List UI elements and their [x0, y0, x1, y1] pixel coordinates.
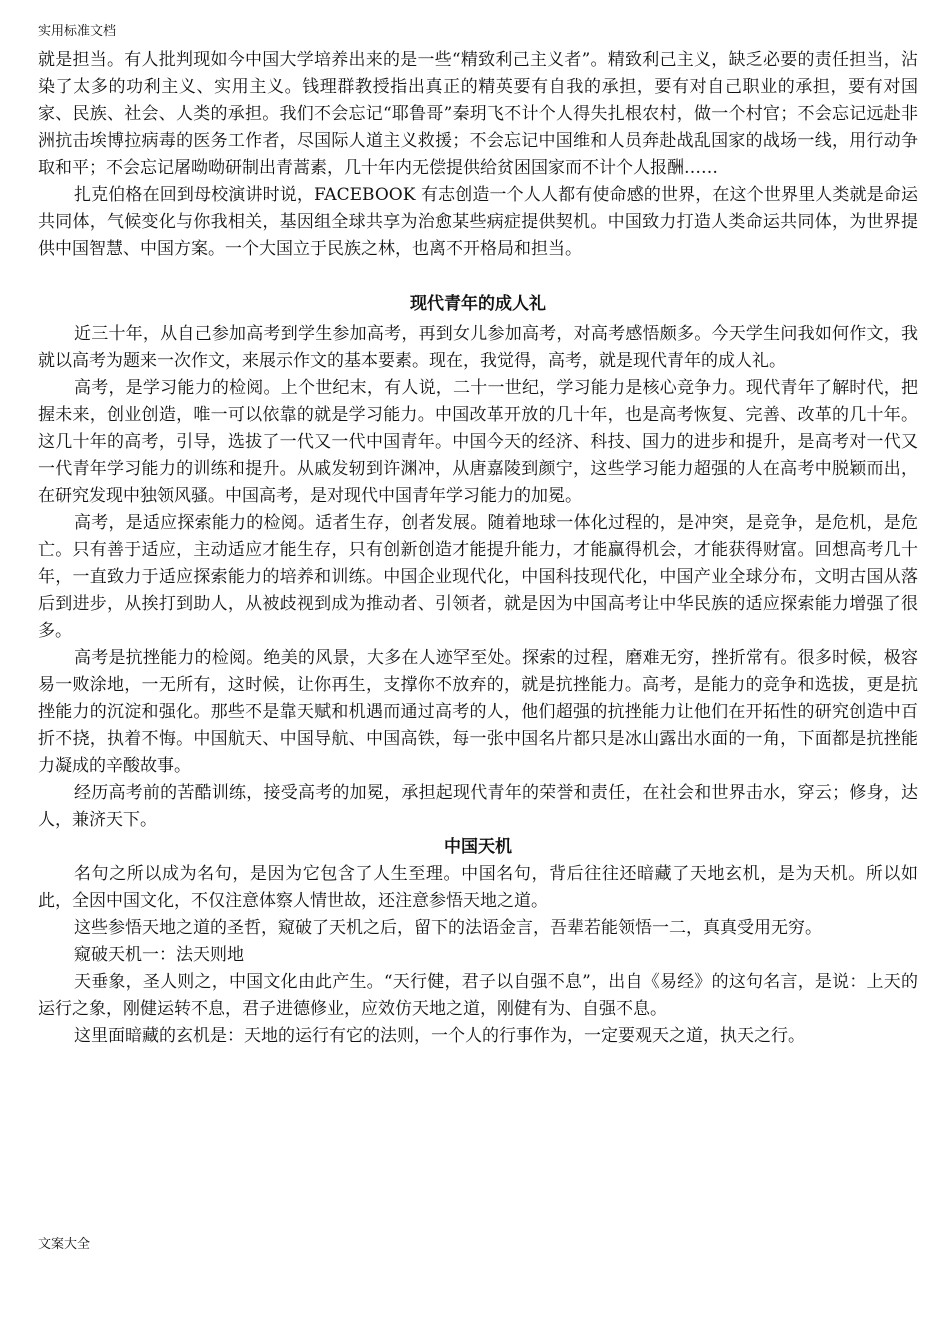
- paragraph: 窥破天机一：法天则地: [74, 945, 244, 965]
- section-title: 现代青年的成人礼: [410, 294, 546, 314]
- paragraph: 这些参悟天地之道的圣哲，窥破了天机之后，留下的法语金言，吾辈若能领悟一二，真真受用无穷。: [74, 918, 822, 938]
- paragraph: 天垂象，圣人则之，中国文化由此产生。“天行健，君子以自强不息”，出自《易经》的这句名言，是说：上天的运行之象，刚健运转不息，君子进德修业，应效仿天地之道，刚健有为、自强不息。: [38, 972, 918, 1019]
- paragraph: 名句之所以成为名句，是因为它包含了人生至理。中国名句，背后往往还暗藏了天地玄机，是为天机。所以如此，全因中国文化，不仅注意体察人情世故，还注意参悟天地之道。: [38, 864, 918, 911]
- paragraph: 高考，是学习能力的检阅。上个世纪末，有人说，二十一世纪，学习能力是核心竞争力。现代青年了解时代，把握未来，创业创造，唯一可以依靠的就是学习能力。中国改革开放的几十年，也是高考恢复、完善、改革的几十年。这几十年的高考，引导，选拔了一代又一代中国青年。中国今天的经济、科技、国力的进步和提升，是高考对一代又一代青年学习能力的训练和提升。从戚发轫到许渊冲，从唐嘉陵到颜宁，这些学习能力超强的人在高考中脱颖而出，在研究发现中独领风骚。中国高考，是对现代中国青年学习能力的加冕。: [38, 378, 918, 506]
- page-header: 实用标准文档: [38, 24, 117, 39]
- paragraph: 高考是抗挫能力的检阅。绝美的风景，大多在人迹罕至处。探索的过程，磨难无穷，挫折常有。很多时候，极容易一败涂地，一无所有，这时候，让你再生，支撑你不放弃的，就是抗挫能力。高考，是能力的竞争和选拔，更是抗挫能力的沉淀和强化。那些不是靠天赋和机遇而通过高考的人，他们超强的抗挫能力让他们在开拓性的研究创造中百折不挠，执着不悔。中国航天、中国导航、中国高铁，每一张中国名片都只是冰山露出水面的一角，下面都是抗挫能力凝成的辛酸故事。: [38, 648, 918, 776]
- paragraph: 扎克伯格在回到母校演讲时说，FACEBOOK 有志创造一个人人都有使命感的世界，在这个世界里人类就是命运共同体，气候变化与你我相关，基因组全球共享为治愈某些病症提供契机。中国致力打造人类命运共同体，为世界提供中国智慧、中国方案。一个大国立于民族之林，也离不开格局和担当。: [38, 185, 918, 259]
- page-footer: 文案大全: [38, 1237, 91, 1252]
- paragraph: 经历高考前的苦酷训练，接受高考的加冕，承担起现代青年的荣誉和责任，在社会和世界击水，穿云；修身，达人，兼济天下。: [38, 783, 918, 830]
- paragraph: 就是担当。有人批判现如今中国大学培养出来的是一些“精致利己主义者”。精致利己主义，缺乏必要的责任担当，沾染了太多的功利主义、实用主义。钱理群教授指出真正的精英要有自我的承担，要有对自己职业的承担，要有对国家、民族、社会、人类的承担。我们不会忘记“耶鲁哥”秦玥飞不计个人得失扎根农村，做一个村官；不会忘记远赴非洲抗击埃博拉病毒的医务工作者，尽国际人道主义救援；不会忘记中国维和人员奔赴战乱国家的战场一线，用行动争取和平；不会忘记屠呦呦研制出青蒿素，几十年内无偿提供给贫困国家而不计个人报酬……: [38, 50, 918, 178]
- paragraph: 高考，是适应探索能力的检阅。适者生存，创者发展。随着地球一体化过程的，是冲突，是竞争，是危机，是危亡。只有善于适应，主动适应才能生存，只有创新创造才能提升能力，才能赢得机会，才能获得财富。回想高考几十年，一直致力于适应探索能力的培养和训练。中国企业现代化，中国科技现代化，中国产业全球分布，文明古国从落后到进步，从挨打到助人，从被歧视到成为推动者、引领者，就是因为中国高考让中华民族的适应探索能力增强了很多。: [38, 513, 918, 641]
- paragraph: 这里面暗藏的玄机是：天地的运行有它的法则，一个人的行事作为，一定要观天之道，执天之行。: [74, 1026, 805, 1046]
- document-body: [38, 47, 918, 1050]
- section-title: 中国天机: [444, 837, 512, 857]
- section-spacer: [38, 263, 918, 291]
- paragraph: 近三十年，从自己参加高考到学生参加高考，再到女儿参加高考，对高考感悟颇多。今天学生问我如何作文，我就以高考为题来一次作文，来展示作文的基本要素。现在，我觉得，高考，就是现代青年的成人礼。: [38, 324, 918, 371]
